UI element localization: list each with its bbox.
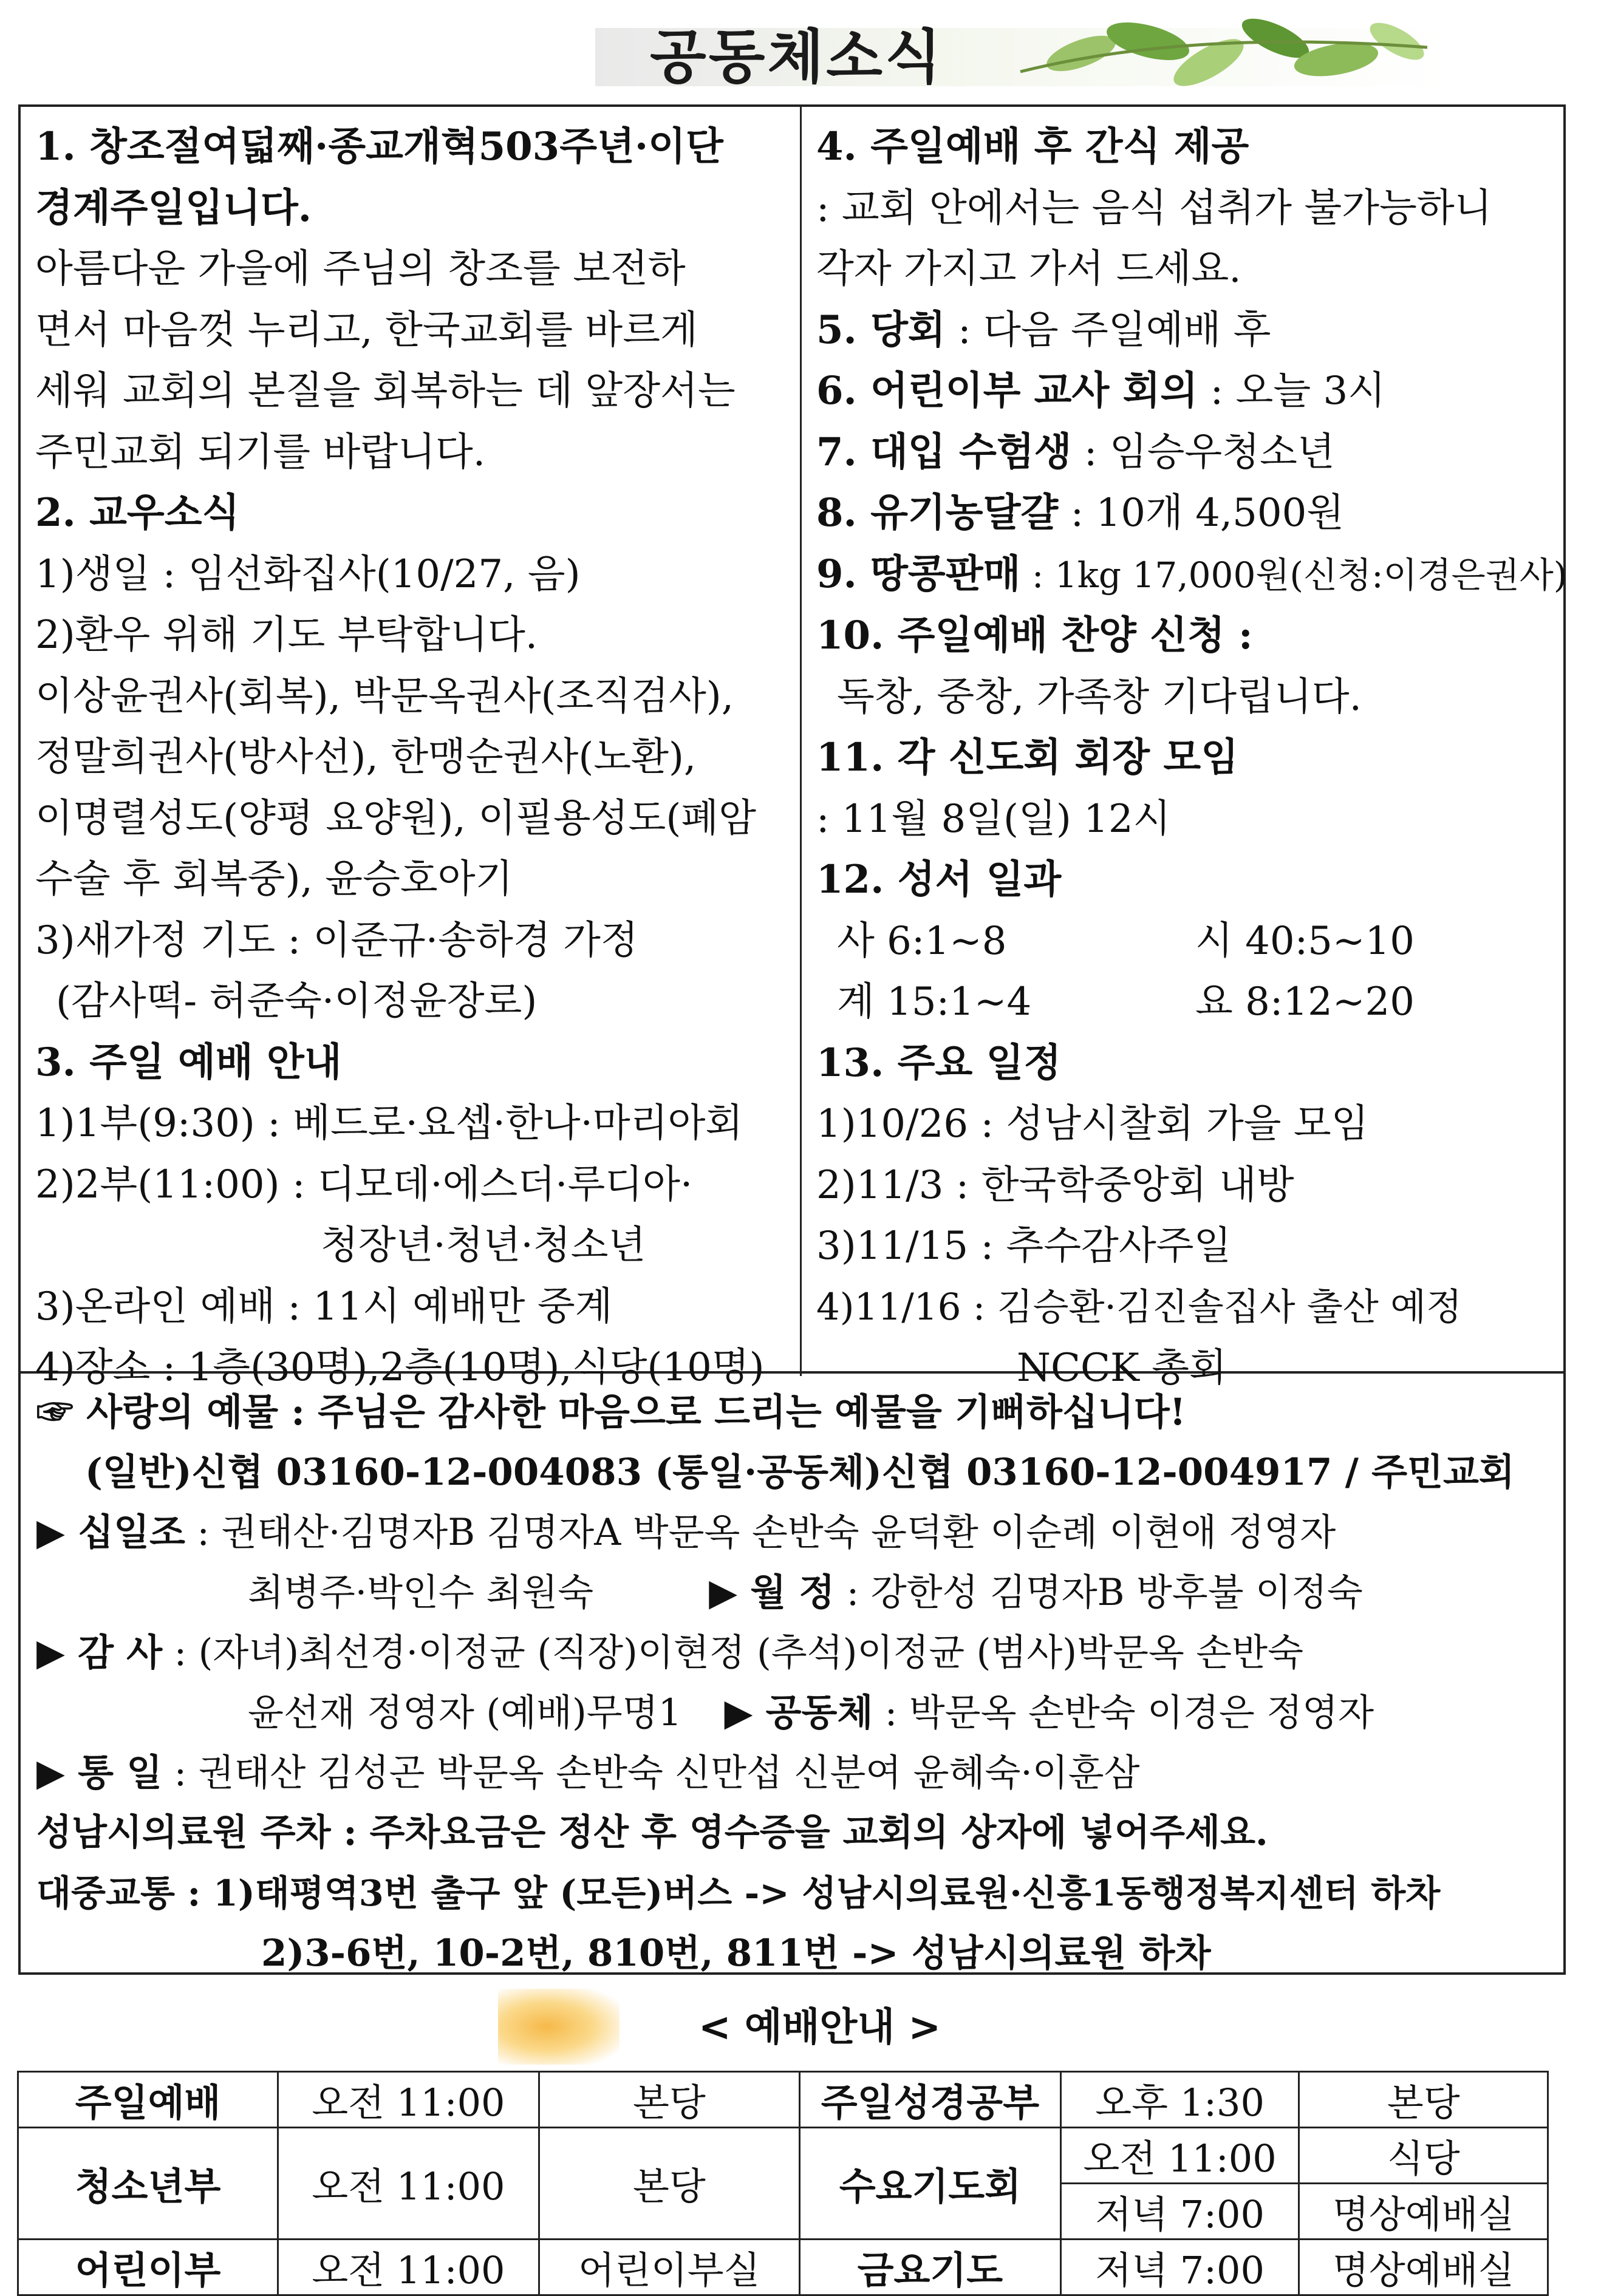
offering-title: ☞ 사랑의 예물 : 주님은 감사한 마음으로 드리는 예물을 기뻐하십니다! <box>36 1391 1186 1434</box>
bible-reading: 시 40:5~10 <box>1195 918 1415 964</box>
schedule-item: 2)11/3 : 한국학중앙회 내방 <box>816 1162 1294 1208</box>
section-1-line: 면서 마음껏 누리고, 한국교회를 바르게 <box>35 307 698 353</box>
table-cell: 명상예배실 <box>1299 2184 1548 2240</box>
section-10-line: 독창, 중창, 가족창 기다립니다. <box>837 674 1362 720</box>
table-cell: 수요기도회 <box>800 2128 1061 2240</box>
table-cell: 본당 <box>1299 2072 1548 2128</box>
table-cell: 오전 11:00 <box>278 2240 539 2295</box>
section-5-label: 5. 당회 <box>816 307 946 353</box>
schedule-item: NCCK 총회 <box>1017 1346 1227 1391</box>
section-7-text: : 임승우청소년 <box>1071 429 1335 475</box>
offering-box <box>18 1374 1566 1975</box>
tithe-row-2 <box>36 1562 1548 1623</box>
bible-reading-row <box>816 911 1554 972</box>
section-3-line: 3)온라인 예배 : 11시 예배만 중계 <box>35 1284 613 1329</box>
right-column <box>802 107 1568 1391</box>
schedule-item: 1)10/26 : 성남시찰회 가을 모임 <box>816 1102 1369 1146</box>
left-column <box>21 107 802 1390</box>
table-cell: 오전 11:00 <box>278 2072 539 2128</box>
thanks-row <box>36 1623 1548 1683</box>
table-cell: 어린이부실 <box>539 2240 799 2295</box>
transit-notice: 대중교통 : 1)태평역3번 출구 앞 (모든)버스 -> 성남시의료원·신흥1동행정복지센터 하차 <box>36 1872 1441 1914</box>
transit-notice-2: 2)3-6번, 10-2번, 810번, 811번 -> 성남시의료원 하차 <box>261 1932 1211 1975</box>
section-11-title: 11. 각 신도회 회장 모임 <box>816 735 1239 780</box>
section-1-line: 주민교회 되기를 바랍니다. <box>35 429 486 475</box>
section-2-line: (감사떡- 허준숙·이정윤장로) <box>56 979 538 1024</box>
section-5 <box>816 300 1554 361</box>
parking-notice: 성남시의료원 주차 : 주차요금은 정산 후 영수증을 교회의 상자에 넣어주세요. <box>36 1811 1268 1854</box>
section-8-label: 8. 유기농달걀 <box>816 490 1059 536</box>
section-1-title-a: 1. 창조절여덟째·종교개혁503주년·이단 <box>35 124 723 169</box>
table-cell: 식당 <box>1299 2128 1548 2184</box>
table-cell: 오후 1:30 <box>1060 2072 1299 2128</box>
section-2-line: 이상윤권사(회복), 박문옥권사(조직검사), <box>35 673 734 719</box>
section-6-label: 6. 어린이부 교사 회의 <box>816 368 1198 414</box>
section-6 <box>816 361 1554 422</box>
header <box>583 5 1446 96</box>
section-6-text: : 오늘 3시 <box>1198 369 1386 414</box>
section-1-title-b: 경계주일입니다. <box>35 185 312 231</box>
thanks-names: 윤선재 정영자 (예배)무명1 <box>248 1691 682 1734</box>
unity-label: ▶ 통 일 <box>36 1751 163 1794</box>
table-cell: 오전 11:00 <box>1060 2128 1299 2184</box>
table-row <box>18 2128 1548 2184</box>
section-9-text: : 1kg 17,000원(신청:이경은권사) <box>1020 554 1568 596</box>
section-9-label: 9. 땅콩판매 <box>816 551 1021 597</box>
unity-row <box>36 1743 1548 1803</box>
section-2-line: 3)새가정 기도 : 이준규·송하경 가정 <box>35 918 638 963</box>
flower-decoration-icon <box>498 1989 620 2065</box>
table-cell: 오전 11:00 <box>278 2128 539 2240</box>
section-5-text: : 다음 주일예배 후 <box>945 307 1271 353</box>
tithe-names: : 권태산·김명자B 김명자A 박문옥 손반숙 윤덕환 이순례 이현애 정영자 <box>185 1511 1336 1554</box>
monthly-label: ▶ 월 정 <box>709 1571 835 1614</box>
bible-reading: 사 6:1~8 <box>837 918 1007 964</box>
section-4-line: 각자 가지고 가서 드세요. <box>816 247 1241 291</box>
schedule-item: 4)11/16 : 김승환·김진솔집사 출산 예정 <box>816 1285 1463 1329</box>
section-12-title: 12. 성서 일과 <box>816 857 1062 902</box>
section-7 <box>816 422 1554 483</box>
section-2-title: 2. 교우소식 <box>35 490 240 536</box>
section-3-line: 청장년·청년·청소년 <box>321 1223 646 1268</box>
service-table <box>17 2071 1549 2296</box>
bible-reading: 요 8:12~20 <box>1195 979 1415 1024</box>
section-10-title: 10. 주일예배 찬양 신청 : <box>816 613 1253 658</box>
section-4-title: 4. 주일예배 후 간식 제공 <box>816 124 1249 169</box>
tithe-label: ▶ 십일조 <box>36 1511 185 1554</box>
table-row <box>18 2240 1548 2295</box>
table-cell: 본당 <box>539 2072 799 2128</box>
section-9 <box>816 544 1568 606</box>
unity-names: : 권태산 김성곤 박문옥 손반숙 신만섭 신분여 윤혜숙·이훈삼 <box>162 1751 1140 1794</box>
news-box <box>18 104 1568 1391</box>
section-3-line: 1)1부(9:30) : 베드로·요셉·한나·마리아회 <box>35 1101 743 1146</box>
thanks-label: ▶ 감 사 <box>36 1631 163 1674</box>
service-title: < 예배안내 > <box>698 2005 941 2050</box>
section-8 <box>816 483 1554 544</box>
section-2-line: 수술 후 회복중), 윤승호아기 <box>35 857 513 902</box>
leaf-decoration-icon <box>1008 5 1433 96</box>
page-title: 공동체소식 <box>650 23 944 91</box>
table-cell: 주일성경공부 <box>800 2072 1061 2128</box>
bible-reading: 계 15:1~4 <box>837 979 1032 1024</box>
section-4-line: : 교회 안에서는 음식 섭취가 불가능하니 <box>816 185 1492 231</box>
service-heading <box>498 1989 1105 2056</box>
table-cell: 어린이부 <box>18 2240 278 2295</box>
table-cell: 주일예배 <box>18 2072 278 2128</box>
section-8-text: : 10개 4,500원 <box>1058 491 1345 536</box>
section-3-line: 4)장소 : 1층(30명),2층(10명),식당(10명) <box>35 1345 765 1390</box>
table-cell: 명상예배실 <box>1299 2240 1548 2295</box>
section-3-title: 3. 주일 예배 안내 <box>35 1039 342 1085</box>
section-2-line: 정말희권사(방사선), 한맹순권사(노환), <box>35 735 697 780</box>
account-info: (일반)신협 03160-12-004083 (통일·공동체)신협 03160-12-004917 / 주민교회 <box>85 1451 1515 1494</box>
section-7-label: 7. 대입 수험생 <box>816 429 1072 475</box>
tithe-names: 최병주·박인수 최원숙 <box>248 1571 594 1614</box>
section-1-line: 세워 교회의 본질을 회복하는 데 앞장서는 <box>35 369 736 414</box>
table-cell: 저녁 7:00 <box>1060 2240 1299 2295</box>
section-2-line: 2)환우 위해 기도 부탁합니다. <box>35 613 538 658</box>
monthly-names: : 강한성 김명자B 방후불 이정숙 <box>835 1571 1363 1614</box>
thanks-row-2 <box>36 1683 1548 1743</box>
table-cell: 본당 <box>539 2128 799 2240</box>
section-2-line: 1)생일 : 임선화집사(10/27, 음) <box>35 551 581 597</box>
section-11-line: : 11월 8일(일) 12시 <box>816 796 1171 842</box>
section-2-line: 이명렬성도(양평 요양원), 이필용성도(폐암 <box>35 795 756 841</box>
table-cell: 저녁 7:00 <box>1060 2184 1299 2240</box>
table-cell: 금요기도 <box>800 2240 1061 2295</box>
thanks-names: : (자녀)최선경·이정균 (직장)이현정 (추석)이정균 (범사)박문옥 손반숙 <box>162 1631 1303 1674</box>
section-13-title: 13. 주요 일정 <box>816 1040 1062 1086</box>
schedule-item: 3)11/15 : 추수감사주일 <box>816 1224 1232 1269</box>
section-3-line: 2)2부(11:00) : 디모데·에스더·루디아· <box>35 1162 693 1207</box>
table-cell: 청소년부 <box>18 2128 278 2240</box>
tithe-row <box>36 1502 1548 1562</box>
bible-reading-row <box>816 972 1554 1033</box>
section-1-line: 아름다운 가을에 주님의 창조를 보전하 <box>35 247 686 291</box>
table-row <box>18 2072 1548 2128</box>
community-names: : 박문옥 손반숙 이경은 정영자 <box>873 1691 1374 1734</box>
community-label: ▶ 공동체 <box>724 1691 873 1734</box>
